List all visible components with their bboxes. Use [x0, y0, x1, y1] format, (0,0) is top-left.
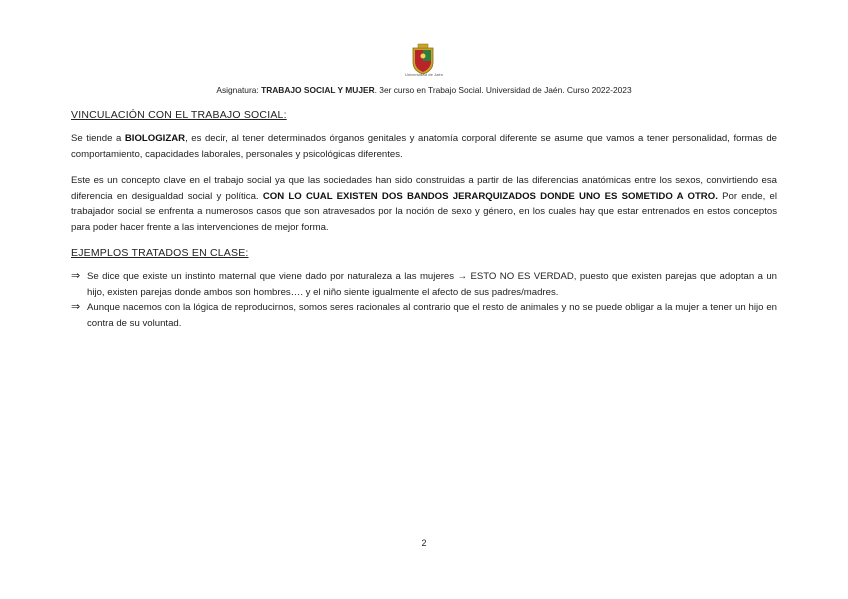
- arrow-bullet-icon: ⇒: [71, 301, 81, 313]
- document-header: [0, 85, 848, 95]
- list-item-text: Se dice que existe un instinto maternal que viene dado por naturaleza a las mujeres → ESTO NO ES VERDAD, puesto que existen parejas que adoptan a un hijo, existen parejas donde ambos son hombres…. y el niño siente igualmente el afecto de sus padres/madres.: [87, 271, 777, 298]
- university-seal-icon: [409, 42, 437, 76]
- paragraph-biologizar: [71, 131, 777, 162]
- arrow-bullet-icon: ⇒: [71, 270, 81, 282]
- list-item: [71, 269, 777, 300]
- header-prefix: Asignatura:: [216, 85, 262, 95]
- p2-before: Este es un concepto clave en el trabajo social ya que las sociedades han sido construidas a partir de las diferencias anatómicas entre los sexos, convirtiendo esa diferencia en desigualdad social y política.: [71, 175, 777, 202]
- section-heading-vinculacion: VINCULACIÓN CON EL TRABAJO SOCIAL:: [71, 109, 287, 121]
- logo-caption: Universidad de Jaén: [404, 72, 444, 77]
- p2-after: Por ende, el trabajador social se enfrenta a numerosos casos que son atravesados por la noción de sexo y género, en los cuales hay que estar entrenados en estos conceptos para poder hacer frente a las intervenciones de mejor forma.: [71, 190, 777, 233]
- header-suffix: . 3er curso en Trabajo Social. Universidad de Jaén. Curso 2022-2023: [374, 85, 632, 95]
- p1-bold: BIOLOGIZAR: [124, 133, 186, 144]
- list-item-text: Aunque nacemos con la lógica de reproducirnos, somos seres racionales al contrario que el resto de animales y no se puede obligar a la mujer a tener un hijo en contra de su voluntad.: [87, 302, 777, 329]
- header-subject: TRABAJO SOCIAL Y MUJER: [261, 85, 375, 95]
- p2-bold: CON LO CUAL EXISTEN DOS BANDOS JERARQUIZADOS DONDE UNO ES SOMETIDO A OTRO.: [262, 190, 718, 202]
- page-number: 2: [421, 538, 427, 548]
- examples-list: [71, 269, 777, 331]
- paragraph-concepto-clave: [71, 173, 777, 235]
- p1-before: Se tiende a: [71, 133, 125, 144]
- section-heading-ejemplos: EJEMPLOS TRATADOS EN CLASE:: [71, 247, 249, 259]
- p1-after: , es decir, al tener determinados órganos genitales y anatomía corporal diferente se asume que vamos a tener personalidad, formas de comportamiento, capacidades laborales, personales y psicológicas diferentes.: [71, 133, 777, 160]
- document-body: [71, 108, 777, 331]
- list-item: [71, 300, 777, 331]
